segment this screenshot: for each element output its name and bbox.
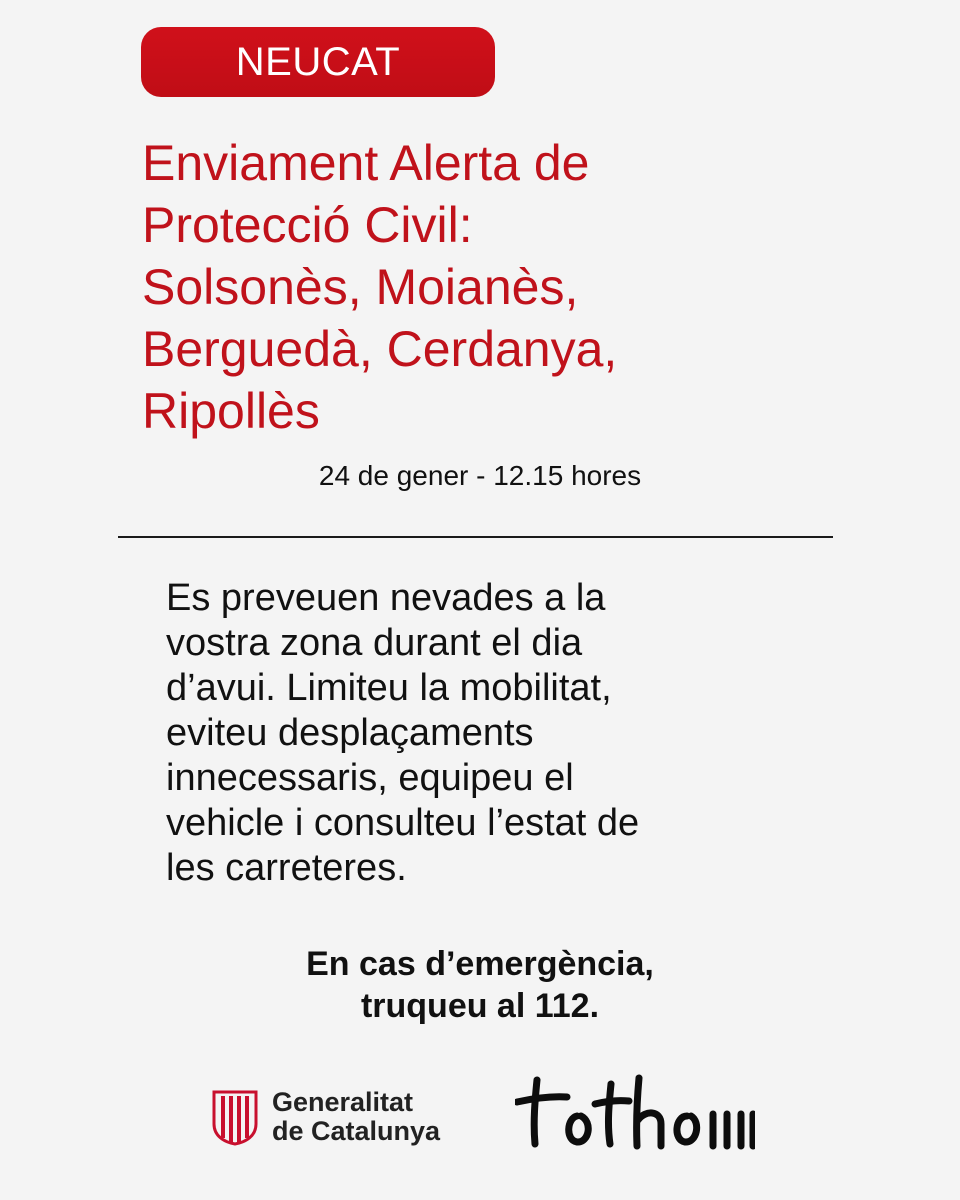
badge-label: NEUCAT <box>235 39 401 84</box>
generalitat-logo-text: Generalitat de Catalunya <box>272 1087 441 1146</box>
neucat-badge <box>141 27 495 97</box>
alert-date <box>0 458 960 494</box>
tothom-logo <box>515 1070 755 1158</box>
generalitat-logo <box>210 1088 440 1146</box>
emergency-notice: En cas d’emergència, truqueu al 112. <box>306 945 654 1025</box>
generalitat-emblem-icon <box>210 1088 260 1146</box>
alert-title: Enviament Alerta de Protecció Civil: Solsonès, Moianès, Berguedà, Cerdanya, Ripollès <box>142 135 618 439</box>
alert-message: Es preveuen nevades a la vostra zona durant el dia d’avui. Limiteu la mobilitat, eviteu desplaçaments innecessaris, equipeu el vehicle i consulteu l’estat de les carreteres. <box>166 577 640 889</box>
alert-date-text: 24 de gener - 12.15 hores <box>318 460 642 491</box>
divider <box>118 536 833 538</box>
